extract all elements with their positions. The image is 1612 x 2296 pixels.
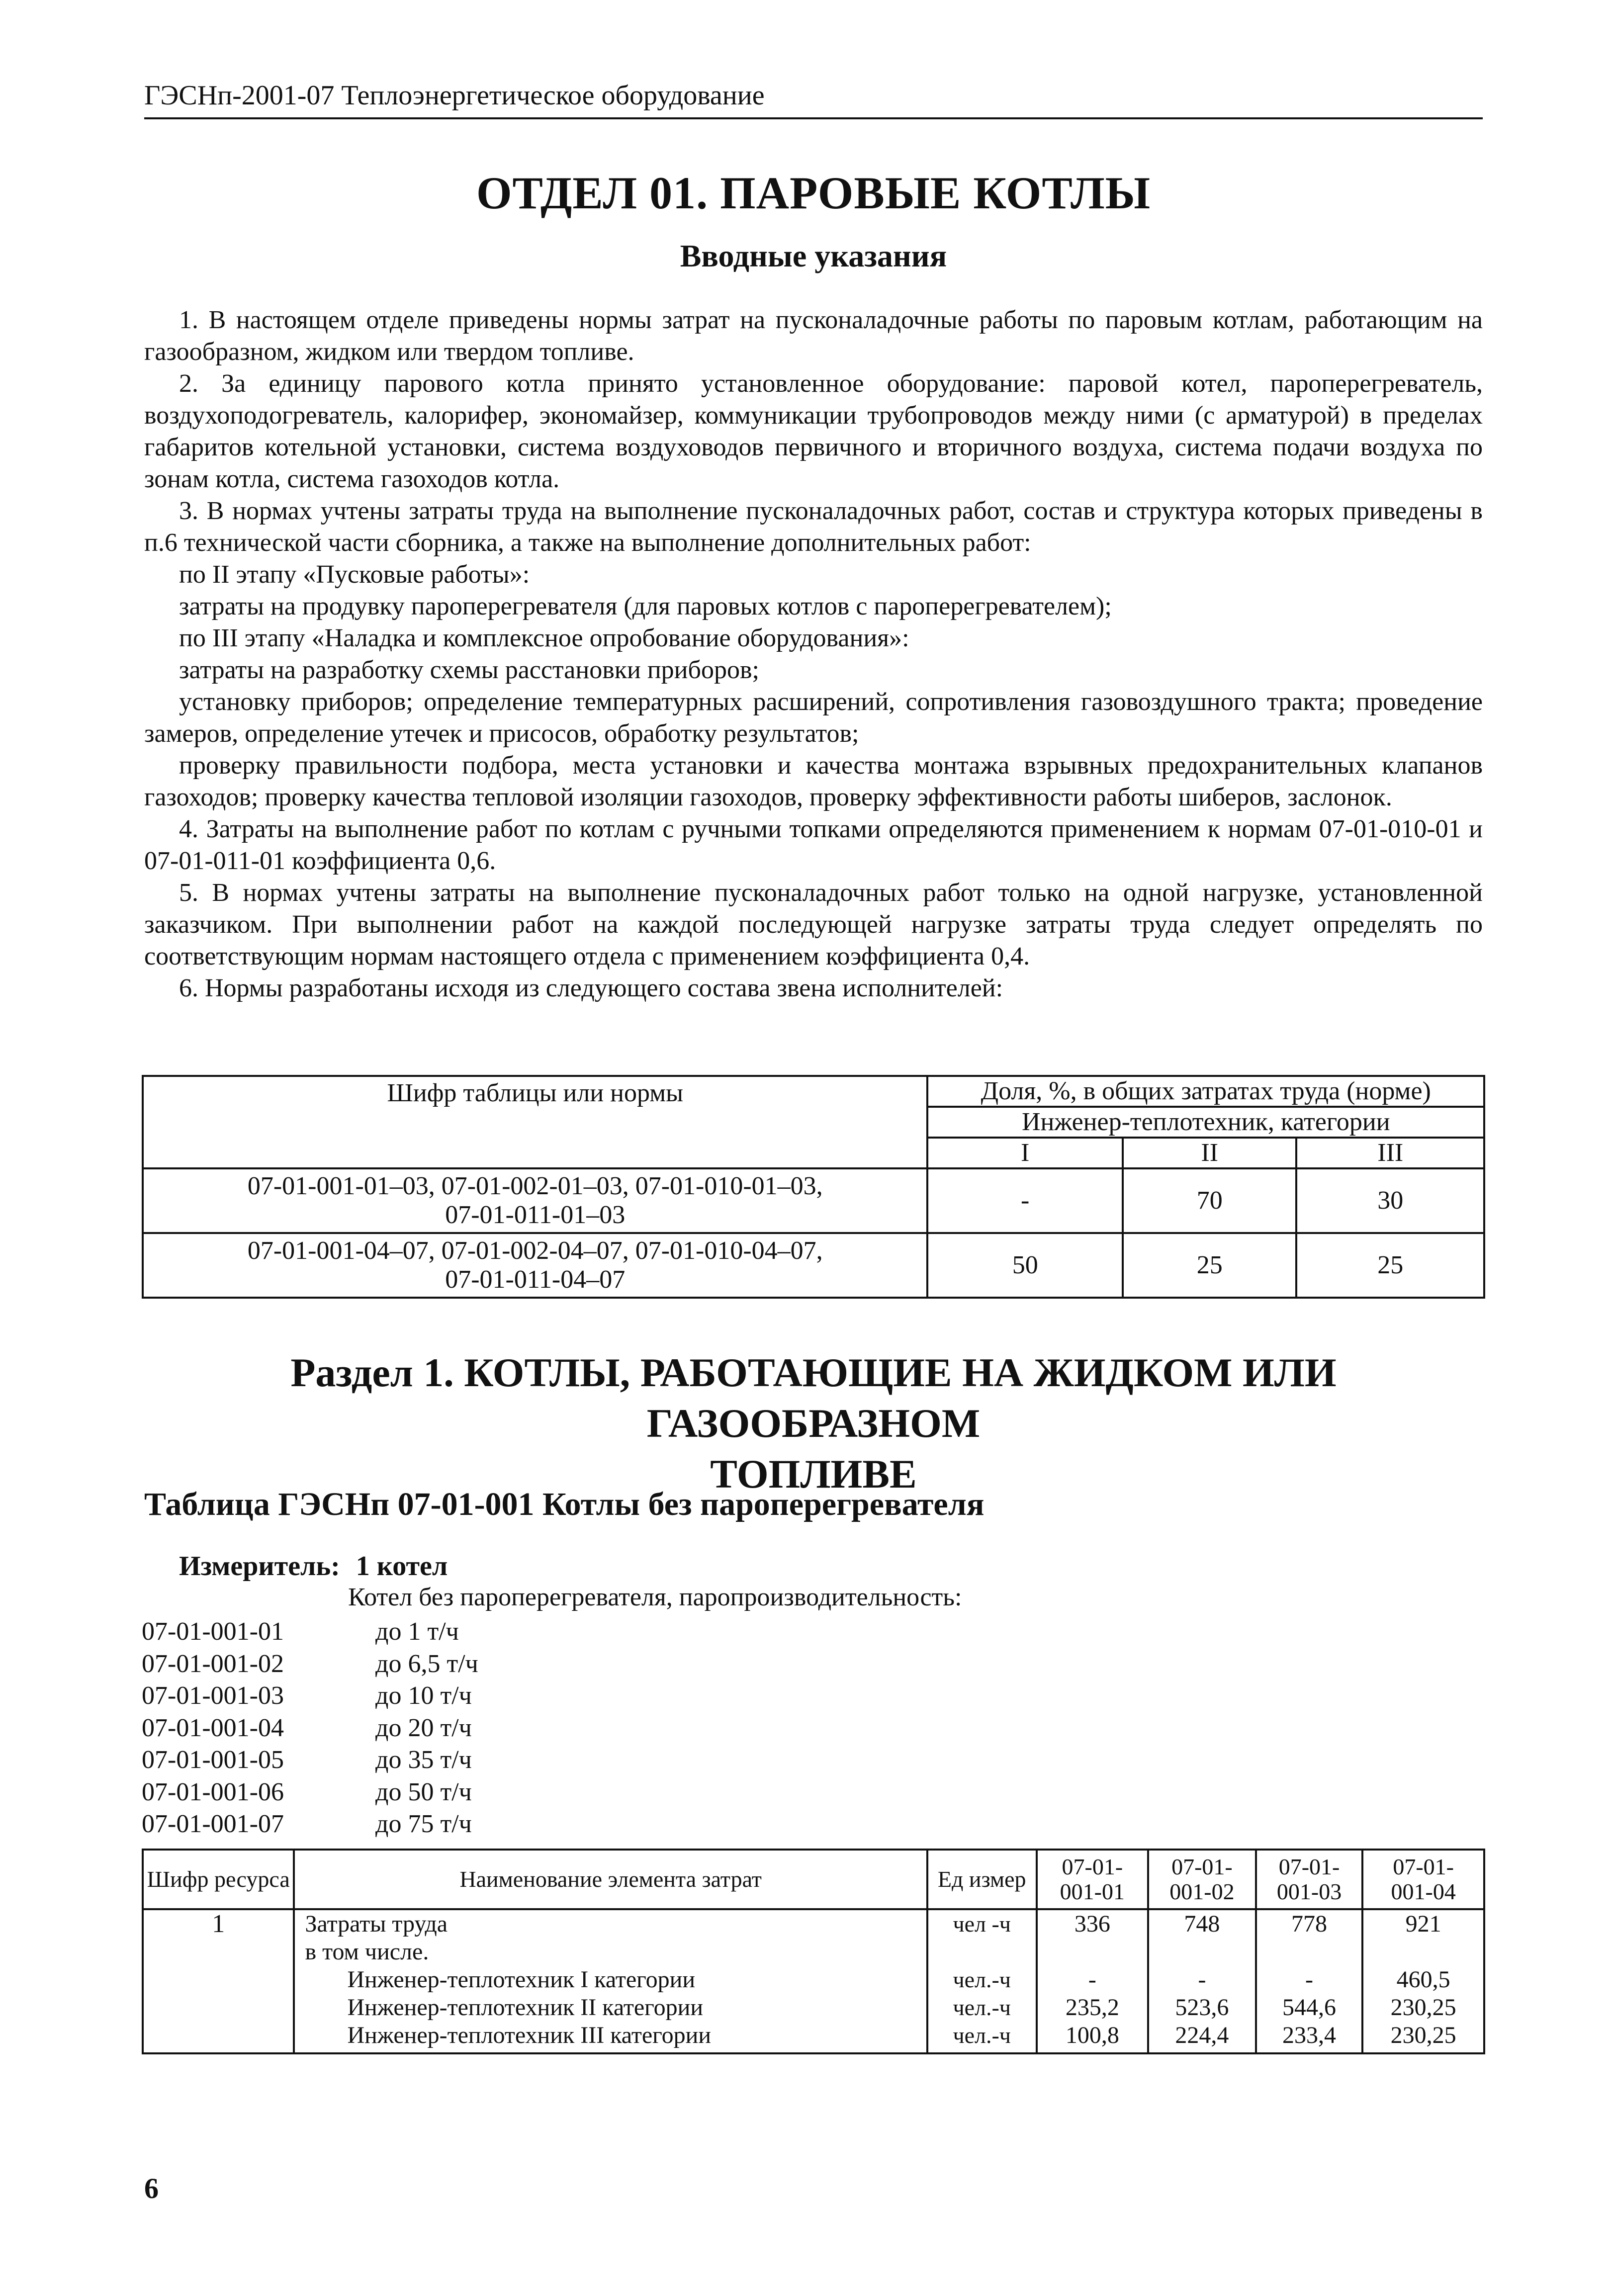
- cost-value: 233,4: [1282, 2022, 1337, 2048]
- table-row: [143, 1909, 1484, 2053]
- cost-unit: чел -ч: [953, 1911, 1011, 1937]
- cost-value: 235,2: [1065, 1994, 1119, 2021]
- paragraph: затраты на разработку схемы расстановки приборов;: [179, 656, 759, 684]
- cost-unit: чел.-ч: [953, 1967, 1011, 1992]
- norm-codes-line: 07-01-001-01–03, 07-01-002-01–03, 07-01-010-01–03,: [247, 1172, 823, 1200]
- category-label: I: [927, 1138, 1122, 1168]
- cost-value: 523,6: [1175, 1994, 1229, 2021]
- paragraph: 6. Нормы разработаны исходя из следующего состава звена исполнителей:: [179, 974, 1003, 1002]
- norm-code: 07-01-001-04: [142, 1713, 284, 1742]
- unit-header: Ед измер: [927, 1850, 1037, 1909]
- norm-values: [1256, 1909, 1363, 2053]
- crew-code-header: Шифр таблицы или нормы: [143, 1076, 927, 1168]
- cost-value: 921: [1405, 1911, 1441, 1937]
- paragraph: 1. В настоящем отделе приведены нормы затрат на пусконаладочные работы по паровым котлам, работающим на газообразном, жидком или твердом топливе.: [144, 306, 1483, 366]
- list-item: [142, 1680, 478, 1712]
- share-value: -: [927, 1168, 1122, 1233]
- norm-column-header-line: 001-02: [1169, 1879, 1235, 1904]
- norm-column-header: [1148, 1850, 1256, 1909]
- norm-column-header: [1362, 1850, 1484, 1909]
- section-heading: [144, 1347, 1483, 1500]
- cost-name: Затраты труда: [305, 1911, 448, 1937]
- share-value: 30: [1296, 1168, 1484, 1233]
- cost-value: 224,4: [1175, 2022, 1229, 2048]
- list-item: [142, 1616, 478, 1648]
- section-heading-line: Раздел 1. КОТЛЫ, РАБОТАЮЩИЕ НА ЖИДКОМ ИЛИ ГАЗООБРАЗНОМ: [290, 1350, 1337, 1446]
- header-rule: [144, 117, 1483, 119]
- list-item: [142, 1648, 478, 1680]
- meter-value: 1 котел: [356, 1551, 448, 1582]
- cost-unit: чел.-ч: [953, 2023, 1011, 2048]
- norm-values: [1362, 1909, 1484, 2053]
- cost-units: [927, 1909, 1037, 2053]
- norm-code: 07-01-001-07: [142, 1810, 284, 1838]
- list-item: [142, 1776, 478, 1809]
- cost-value: 230,25: [1390, 2022, 1456, 2048]
- resource-code-header: Шифр ресурса: [143, 1850, 294, 1909]
- meter: [179, 1550, 448, 1582]
- paragraph: 2. За единицу парового котла принято установленное оборудование: паровой котел, пароперегреватель, воздухоподогреватель, калорифер, экономайзер, коммуникации трубопроводов между ними (с арматурой) в пределах габаритов котельной установки, система воздуховодов первичного и вторичного воздуха, система подачи воздуха по зонам котла, система газоходов котла.: [144, 369, 1483, 493]
- share-value: 25: [1123, 1233, 1297, 1298]
- paragraph: 5. В нормах учтены затраты на выполнение пусконаладочных работ только на одной нагрузке, установленной заказчиком. При выполнении работ на каждой последующей нагрузке затраты труда следует определять по соответствующим нормам настоящего отдела с применением коэффициента 0,4.: [144, 879, 1483, 971]
- cost-value: 544,6: [1282, 1994, 1337, 2021]
- boiler-description: Котел без пароперегревателя, паропроизводительность:: [348, 1583, 962, 1611]
- norm-column-header: [1256, 1850, 1363, 1909]
- cost-value: -: [1305, 1966, 1314, 1993]
- cost-value: -: [1088, 1966, 1096, 1993]
- norm-codes-line: 07-01-001-04–07, 07-01-002-04–07, 07-01-010-04–07,: [247, 1236, 823, 1265]
- share-value: 70: [1123, 1168, 1297, 1233]
- cost-value: [1149, 1938, 1255, 1966]
- norm-column-header: [1037, 1850, 1149, 1909]
- cost-table: [142, 1849, 1485, 2054]
- share-value: 50: [927, 1233, 1122, 1298]
- norm-codes: [143, 1168, 927, 1233]
- cost-value: 336: [1074, 1911, 1110, 1937]
- section-heading-line: ТОПЛИВЕ: [710, 1451, 917, 1497]
- norm-capacity: до 20 т/ч: [375, 1713, 472, 1742]
- norm-capacity: до 35 т/ч: [375, 1746, 472, 1774]
- norm-capacity: до 50 т/ч: [375, 1777, 472, 1806]
- cost-value: -: [1198, 1966, 1206, 1993]
- table-title: Таблица ГЭСНп 07-01-001 Котлы без пароперегревателя: [144, 1486, 985, 1522]
- norm-codes-line: 07-01-011-04–07: [445, 1265, 626, 1294]
- norm-column-header-line: 001-03: [1276, 1879, 1342, 1904]
- paragraph: по III этапу «Наладка и комплексное опробование оборудования»:: [179, 624, 909, 652]
- norm-codes: [143, 1233, 927, 1298]
- norm-code: 07-01-001-01: [142, 1617, 284, 1646]
- norm-code: 07-01-001-06: [142, 1777, 284, 1806]
- norm-column-header-line: 07-01-: [1171, 1854, 1233, 1879]
- norm-codes-line: 07-01-011-01–03: [445, 1201, 626, 1229]
- crew-category-header: Инженер-теплотехник, категории: [927, 1107, 1484, 1138]
- norm-capacity: до 1 т/ч: [375, 1617, 459, 1646]
- cost-name-header: Наименование элемента затрат: [294, 1850, 927, 1909]
- cost-value: 748: [1184, 1911, 1220, 1937]
- category-label: II: [1123, 1138, 1297, 1168]
- paragraph: 4. Затраты на выполнение работ по котлам с ручными топками определяются применением к нормам 07-01-010-01 и 07-01-011-01 коэффициента 0,6.: [144, 815, 1483, 875]
- norm-values: [1037, 1909, 1149, 2053]
- category-label: III: [1296, 1138, 1484, 1168]
- cost-value: [1038, 1938, 1148, 1966]
- norm-code: 07-01-001-03: [142, 1681, 284, 1710]
- cost-name: в том числе.: [305, 1939, 429, 1965]
- list-item: [142, 1744, 478, 1776]
- running-header: ГЭСНп-2001-07 Теплоэнергетическое оборудование: [144, 80, 765, 111]
- paragraph: 3. В нормах учтены затраты труда на выполнение пусконаладочных работ, состав и структура которых приведены в п.6 технической части сборника, а также на выполнение дополнительных работ:: [144, 497, 1483, 557]
- cost-value: 778: [1291, 1911, 1328, 1937]
- norm-code: 07-01-001-05: [142, 1746, 284, 1774]
- norm-capacity: до 10 т/ч: [375, 1681, 472, 1710]
- cost-value: 230,25: [1390, 1994, 1456, 2021]
- cost-unit: [928, 1938, 1036, 1966]
- share-value: 25: [1296, 1233, 1484, 1298]
- cost-value: [1257, 1938, 1362, 1966]
- norm-column-header-line: 001-04: [1391, 1879, 1456, 1904]
- page-number: 6: [144, 2172, 159, 2205]
- table-row: [143, 1168, 1484, 1233]
- norm-code: 07-01-001-02: [142, 1649, 284, 1678]
- norm-capacity: до 6,5 т/ч: [375, 1649, 478, 1678]
- cost-name: Инженер-теплотехник III категории: [347, 2022, 712, 2048]
- cost-names: [294, 1909, 927, 2053]
- crew-composition-table: [142, 1075, 1485, 1299]
- paragraph: по II этапу «Пусковые работы»:: [179, 560, 530, 589]
- norm-column-header-line: 001-01: [1060, 1879, 1125, 1904]
- cost-unit: чел.-ч: [953, 1995, 1011, 2020]
- cost-name: Инженер-теплотехник II категории: [347, 1994, 704, 2021]
- paragraph: затраты на продувку пароперегревателя (для паровых котлов с пароперегревателем);: [179, 592, 1112, 620]
- norm-capacity: до 75 т/ч: [375, 1810, 472, 1838]
- paragraph: установку приборов; определение температурных расширений, сопротивления газовоздушного тракта; проведение замеров, определение утечек и присосов, обработку результатов;: [144, 688, 1483, 748]
- intro-subtitle: Вводные указания: [680, 238, 947, 273]
- cost-value: 100,8: [1065, 2022, 1119, 2048]
- resource-code-value: 1: [212, 1910, 225, 1938]
- paragraph: проверку правильности подбора, места установки и качества монтажа взрывных предохранительных клапанов газоходов; проверку качества тепловой изоляции газоходов, проверку эффективности работы шиберов, заслонок.: [144, 751, 1483, 811]
- crew-share-header: Доля, %, в общих затратах труда (норме): [927, 1076, 1484, 1107]
- department-title: ОТДЕЛ 01. ПАРОВЫЕ КОТЛЫ: [476, 168, 1151, 218]
- list-item: [142, 1808, 478, 1841]
- list-item: [142, 1712, 478, 1745]
- intro-paragraphs: [144, 304, 1483, 1004]
- norm-list: [142, 1616, 478, 1841]
- norm-column-header-line: 07-01-: [1393, 1854, 1454, 1879]
- cost-value: 460,5: [1396, 1966, 1450, 1993]
- cost-value: [1363, 1938, 1483, 1966]
- norm-values: [1148, 1909, 1256, 2053]
- table-row: [143, 1233, 1484, 1298]
- norm-column-header-line: 07-01-: [1062, 1854, 1123, 1879]
- cost-name: Инженер-теплотехник I категории: [347, 1966, 696, 1993]
- norm-column-header-line: 07-01-: [1278, 1854, 1340, 1879]
- resource-code: [143, 1909, 294, 2053]
- meter-label: Измеритель:: [179, 1551, 340, 1582]
